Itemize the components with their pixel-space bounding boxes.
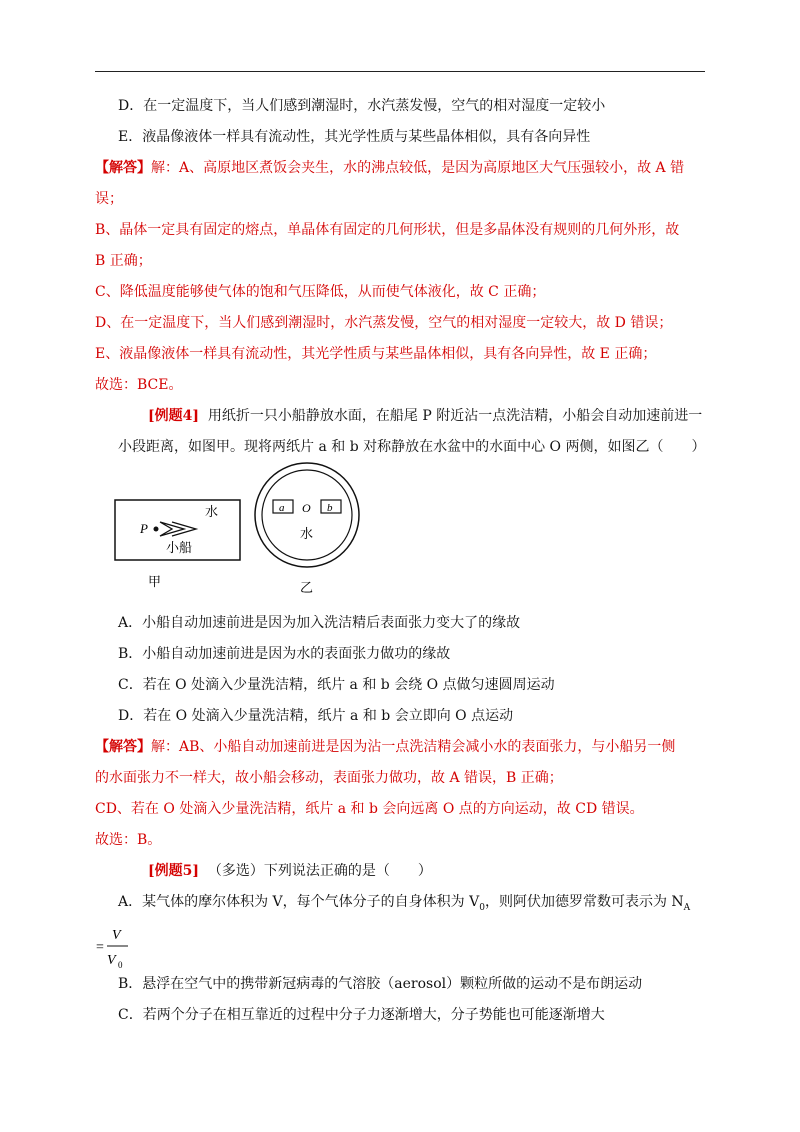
- example-4-tag: [例题4]: [148, 408, 199, 424]
- example-5-option-b: B．悬浮在空气中的携带新冠病毒的气溶胶（aerosol）颗粒所做的运动不是布朗运动: [118, 976, 643, 992]
- label-b: b: [327, 502, 333, 514]
- example-5-option-a: [118, 892, 690, 918]
- caption-jia: 甲: [148, 575, 162, 590]
- answer-1-b: B、晶体一定具有固定的熔点，单晶体有固定的几何形状，但是多晶体没有规则的几何外形，故: [95, 222, 680, 238]
- label-boat: 小船: [166, 541, 193, 556]
- basin-outer-circle: [255, 463, 359, 567]
- answer-1-selection: 故选：BCE。: [95, 377, 183, 393]
- figure-jia: [110, 480, 250, 590]
- answer-1-c: C、降低温度能够使气体的饱和气压降低，从而使气体液化，故 C 正确；: [95, 284, 546, 300]
- answer-1-a-cont: 误；: [95, 191, 123, 207]
- answer-2-ab: 解：AB、小船自动加速前进是因为沾一点洗洁精会减小水的表面张力，与小船另一侧: [151, 739, 676, 755]
- example-4-option-d: D．若在 O 处滴入少量洗洁精，纸片 a 和 b 会立即向 O 点运动: [118, 708, 514, 724]
- option-e-text: E．液晶像液体一样具有流动性，其光学性质与某些晶体相似，具有各向异性: [118, 129, 591, 145]
- option-a-text: A．某气体的摩尔体积为 V，每个气体分子的自身体积为 V: [118, 894, 480, 910]
- example-4-option-c: C．若在 O 处滴入少量洗洁精，纸片 a 和 b 会绕 O 点做匀速圆周运动: [118, 677, 555, 693]
- example-5-option-c: C．若两个分子在相互靠近的过程中分子力逐渐增大，分子势能也可能逐渐增大: [118, 1007, 605, 1023]
- denominator-v: V: [107, 953, 116, 968]
- equals-sign: =: [96, 940, 104, 955]
- answer-1-d: D、在一定温度下，当人们感到潮湿时，水汽蒸发慢，空气的相对湿度一定较大，故 D 错误；: [95, 315, 673, 331]
- answer-tag: 【解答】: [95, 160, 151, 176]
- denominator-subscript: 0: [118, 960, 123, 970]
- example-5-line: [148, 861, 432, 881]
- na-subscript: A: [683, 902, 691, 913]
- answer-2-line-1: [95, 737, 675, 757]
- label-water-yi: 水: [300, 527, 314, 542]
- example-5-tag: [例题5]: [148, 863, 199, 879]
- answer-2-tag: 【解答】: [95, 739, 151, 755]
- answer-1-e: E、液晶像液体一样具有流动性，其光学性质与某些晶体相似，具有各向异性，故 E 正确；: [95, 346, 657, 362]
- header-rule: [95, 71, 705, 72]
- answer-2-cd: CD、若在 O 处滴入少量洗洁精，纸片 a 和 b 会向远离 O 点的方向运动，故 CD 错误。: [95, 801, 644, 817]
- figure-yi: [252, 460, 362, 600]
- answer-2-selection: 故选：B。: [95, 832, 162, 848]
- example-4-option-a: A．小船自动加速前进是因为加入洗洁精后表面张力变大了的缘故: [118, 615, 521, 631]
- example-4-question-1: 用纸折一只小船静放水面，在船尾 P 附近沾一点洗洁精，小船会自动加速前进一: [207, 408, 703, 424]
- option-a-text-rest: ，则阿伏加德罗常数可表示为 N: [484, 894, 684, 910]
- example-4-option-b: B．小船自动加速前进是因为水的表面张力做功的缘故: [118, 646, 451, 662]
- label-p: P: [140, 521, 148, 536]
- numerator-v: V: [112, 928, 121, 943]
- basin-inner-circle: [262, 470, 352, 560]
- example-4-line-1: [148, 406, 702, 426]
- example-5-question: （多选）下列说法正确的是（ ）: [207, 863, 432, 879]
- option-d-text: D．在一定温度下，当人们感到潮湿时，水汽蒸发慢，空气的相对湿度一定较小: [118, 98, 606, 114]
- label-water-jia: 水: [205, 505, 219, 520]
- answer-1-b-cont: B 正确；: [95, 253, 152, 269]
- example-4-question-2: 小段距离，如图甲。现将两纸片 a 和 b 对称静放在水盆中的水面中心 O 两侧，如图乙（ ）: [118, 439, 706, 455]
- caption-yi: 乙: [300, 581, 314, 596]
- point-p-dot: [154, 527, 159, 532]
- answer-2-ab-cont: 的水面张力不一样大，故小船会移动，表面张力做功，故 A 错误，B 正确；: [95, 770, 563, 786]
- answer-1-line-1: [95, 158, 684, 178]
- v0-subscript: 0: [479, 902, 485, 913]
- label-o: O: [302, 501, 311, 515]
- avogadro-fraction: [96, 922, 156, 970]
- label-a: a: [279, 502, 285, 514]
- answer-1-a: 解：A、高原地区煮饭会夹生，水的沸点较低，是因为高原地区大气压强较小，故 A 错: [151, 160, 685, 176]
